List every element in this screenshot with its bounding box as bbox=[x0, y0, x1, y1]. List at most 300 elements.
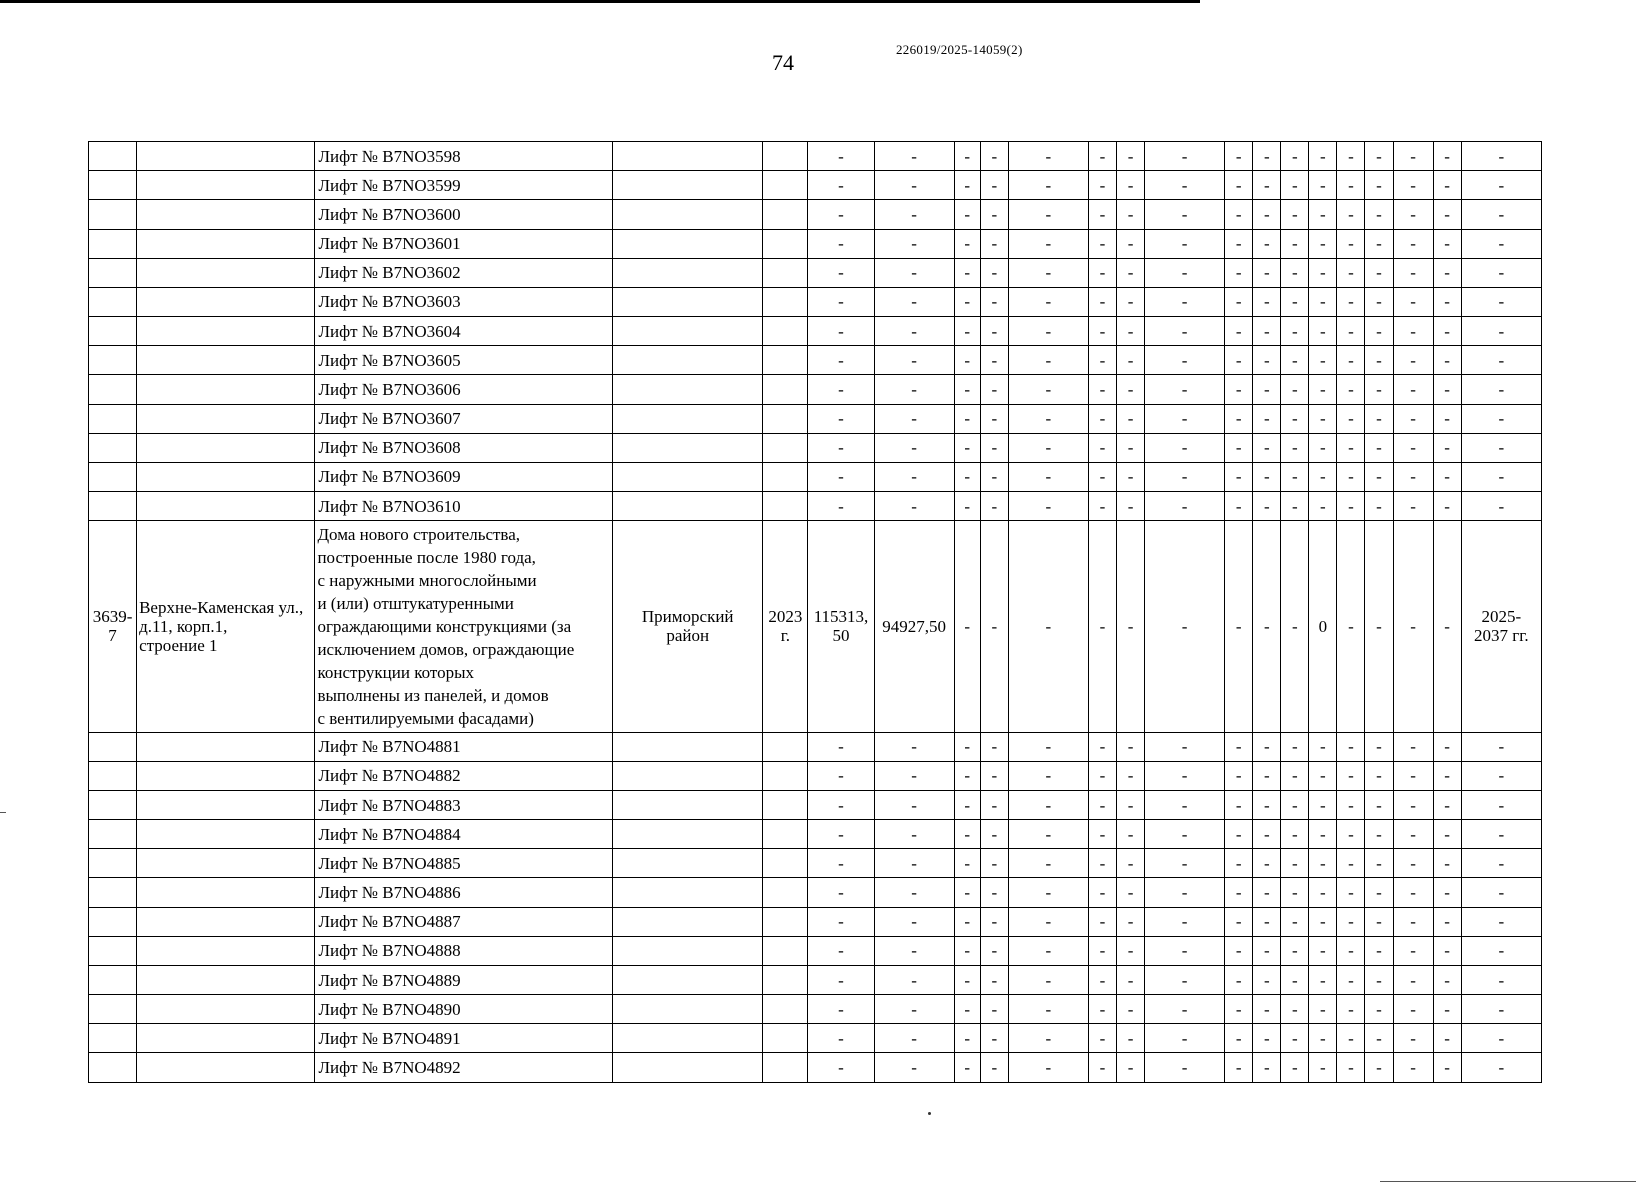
value-cell: - bbox=[1225, 965, 1253, 994]
value-cell: - bbox=[1337, 404, 1365, 433]
value-cell: - bbox=[1433, 287, 1461, 316]
value-cell: - bbox=[1225, 790, 1253, 819]
value-cell: - bbox=[1088, 200, 1116, 229]
value-cell: - bbox=[1145, 761, 1225, 790]
year-cell: 2023 г. bbox=[763, 521, 808, 732]
value-cell: - bbox=[980, 171, 1008, 200]
lift-name-cell: Лифт № В7NO3607 bbox=[315, 404, 613, 433]
value-cell: - bbox=[1337, 732, 1365, 761]
year-cell bbox=[763, 229, 808, 258]
address-cell bbox=[137, 732, 315, 761]
value-cell: - bbox=[1145, 1053, 1225, 1083]
scan-top-border bbox=[0, 0, 1200, 3]
year-cell bbox=[763, 965, 808, 994]
value-cell: - bbox=[1433, 462, 1461, 491]
value-cell: - bbox=[1088, 732, 1116, 761]
value-cell: - bbox=[1088, 287, 1116, 316]
value-cell: - bbox=[980, 317, 1008, 346]
value-cell: - bbox=[1393, 404, 1433, 433]
value-cell: - bbox=[1365, 433, 1393, 462]
value-cell: - bbox=[1393, 142, 1433, 171]
value-cell: - bbox=[1088, 907, 1116, 936]
table-row bbox=[89, 462, 1542, 491]
value-cell: - bbox=[1225, 521, 1253, 732]
value-cell: - bbox=[1225, 995, 1253, 1024]
value-cell: - bbox=[980, 433, 1008, 462]
value-cell: - bbox=[874, 287, 954, 316]
table-row bbox=[89, 521, 1542, 732]
lift-name-cell: Лифт № В7NO3605 bbox=[315, 346, 613, 375]
value-cell: - bbox=[1461, 462, 1541, 491]
value-cell: - bbox=[1365, 1053, 1393, 1083]
table-row bbox=[89, 732, 1542, 761]
value-cell: - bbox=[808, 936, 874, 965]
value-cell: - bbox=[1309, 1024, 1337, 1053]
value-cell: - bbox=[1393, 521, 1433, 732]
address-cell bbox=[137, 1024, 315, 1053]
value-cell: - bbox=[1008, 1053, 1088, 1083]
table-row bbox=[89, 820, 1542, 849]
value-cell: - bbox=[874, 200, 954, 229]
value-cell: - bbox=[954, 965, 980, 994]
value-cell: - bbox=[874, 433, 954, 462]
value-cell: - bbox=[1365, 936, 1393, 965]
value-cell: - bbox=[1008, 521, 1088, 732]
table-row bbox=[89, 1053, 1542, 1083]
year-cell bbox=[763, 258, 808, 287]
address-cell bbox=[137, 1053, 315, 1083]
value-cell: - bbox=[808, 849, 874, 878]
table-row bbox=[89, 346, 1542, 375]
living-area-cell: 94927,50 bbox=[874, 521, 954, 732]
value-cell: - bbox=[808, 462, 874, 491]
value-cell: - bbox=[1253, 849, 1281, 878]
value-cell: - bbox=[1365, 492, 1393, 521]
value-cell: - bbox=[1253, 346, 1281, 375]
value-cell: - bbox=[1337, 1053, 1365, 1083]
value-cell: - bbox=[1088, 936, 1116, 965]
address-cell bbox=[137, 317, 315, 346]
value-cell: - bbox=[1461, 492, 1541, 521]
value-cell: - bbox=[1088, 492, 1116, 521]
page-number: 74 bbox=[772, 50, 794, 75]
value-cell: - bbox=[1337, 790, 1365, 819]
value-cell: - bbox=[1088, 761, 1116, 790]
lift-name-cell: Лифт № В7NO4892 bbox=[315, 1053, 613, 1083]
value-cell: - bbox=[954, 258, 980, 287]
value-cell: - bbox=[1337, 1024, 1365, 1053]
district-cell bbox=[613, 258, 763, 287]
value-cell: - bbox=[874, 820, 954, 849]
value-cell: - bbox=[1461, 849, 1541, 878]
number-cell bbox=[89, 1053, 137, 1083]
value-cell: - bbox=[1393, 317, 1433, 346]
value-cell: - bbox=[1145, 492, 1225, 521]
value-cell: - bbox=[1365, 1024, 1393, 1053]
value-cell: - bbox=[1337, 317, 1365, 346]
value-cell: - bbox=[1088, 1024, 1116, 1053]
value-cell: - bbox=[1309, 761, 1337, 790]
address-cell bbox=[137, 965, 315, 994]
value-cell: - bbox=[1088, 142, 1116, 171]
value-cell: - bbox=[980, 907, 1008, 936]
value-cell: - bbox=[1393, 761, 1433, 790]
value-cell: - bbox=[1225, 229, 1253, 258]
value-cell: - bbox=[1281, 907, 1309, 936]
address-cell bbox=[137, 820, 315, 849]
value-cell: - bbox=[808, 995, 874, 1024]
value-cell: - bbox=[1253, 142, 1281, 171]
value-cell: - bbox=[1365, 404, 1393, 433]
value-cell: - bbox=[1145, 936, 1225, 965]
value-cell: - bbox=[1281, 229, 1309, 258]
district-cell bbox=[613, 200, 763, 229]
value-cell: - bbox=[1253, 200, 1281, 229]
value-cell: - bbox=[1281, 1053, 1309, 1083]
value-cell: - bbox=[874, 317, 954, 346]
value-cell: - bbox=[1225, 732, 1253, 761]
lift-name-cell: Лифт № В7NO4889 bbox=[315, 965, 613, 994]
value-cell: - bbox=[980, 1053, 1008, 1083]
value-cell: - bbox=[1088, 462, 1116, 491]
value-cell: - bbox=[1088, 820, 1116, 849]
value-cell: - bbox=[1309, 142, 1337, 171]
value-cell: - bbox=[1253, 878, 1281, 907]
value-cell: - bbox=[1365, 229, 1393, 258]
value-cell: - bbox=[1309, 375, 1337, 404]
value-cell: - bbox=[954, 1053, 980, 1083]
value-cell: - bbox=[1145, 462, 1225, 491]
value-cell: - bbox=[1461, 907, 1541, 936]
value-cell: - bbox=[874, 346, 954, 375]
value-cell: - bbox=[980, 521, 1008, 732]
value-cell: - bbox=[1337, 878, 1365, 907]
value-cell: - bbox=[1117, 404, 1145, 433]
value-cell: - bbox=[808, 433, 874, 462]
value-cell: - bbox=[1393, 965, 1433, 994]
value-cell: - bbox=[1365, 200, 1393, 229]
lift-name-cell: Лифт № В7NO3604 bbox=[315, 317, 613, 346]
value-cell: - bbox=[1117, 1053, 1145, 1083]
value-cell: - bbox=[954, 1024, 980, 1053]
value-cell: - bbox=[980, 1024, 1008, 1053]
number-cell bbox=[89, 995, 137, 1024]
table-row bbox=[89, 1024, 1542, 1053]
value-cell: - bbox=[1281, 492, 1309, 521]
number-cell bbox=[89, 433, 137, 462]
value-cell: - bbox=[1281, 849, 1309, 878]
value-cell: - bbox=[1225, 317, 1253, 346]
value-cell: - bbox=[1225, 1024, 1253, 1053]
value-cell: - bbox=[1393, 995, 1433, 1024]
value-cell: - bbox=[1281, 171, 1309, 200]
number-cell bbox=[89, 229, 137, 258]
value-cell: - bbox=[1433, 433, 1461, 462]
value-cell: - bbox=[1433, 1024, 1461, 1053]
value-cell: - bbox=[1461, 878, 1541, 907]
value-cell: - bbox=[1117, 820, 1145, 849]
value-cell: - bbox=[874, 936, 954, 965]
description-cell: Дома нового строительства, построенные после 1980 года, с наружными многослойными и (или) отштукатуренными ограждающими конструкциями (за исключением домов, ограждающие конструкции которых выполнены из панелей, и домов с вентилируемыми фасадами) bbox=[315, 521, 613, 732]
value-cell: - bbox=[1365, 258, 1393, 287]
value-cell: - bbox=[1461, 732, 1541, 761]
value-cell: - bbox=[1433, 404, 1461, 433]
value-cell: - bbox=[1225, 492, 1253, 521]
year-cell bbox=[763, 171, 808, 200]
value-cell: - bbox=[1225, 820, 1253, 849]
value-cell: - bbox=[1309, 317, 1337, 346]
value-cell: - bbox=[1337, 907, 1365, 936]
district-cell bbox=[613, 790, 763, 819]
number-cell bbox=[89, 375, 137, 404]
value-cell: - bbox=[1337, 287, 1365, 316]
value-cell: - bbox=[1393, 1024, 1433, 1053]
number-cell bbox=[89, 258, 137, 287]
lift-name-cell: Лифт № В7NO4887 bbox=[315, 907, 613, 936]
value-cell: - bbox=[1309, 433, 1337, 462]
value-cell: - bbox=[1461, 1053, 1541, 1083]
value-cell: - bbox=[874, 849, 954, 878]
table-row bbox=[89, 258, 1542, 287]
value-cell: - bbox=[1461, 287, 1541, 316]
value-cell: - bbox=[1433, 521, 1461, 732]
address-cell bbox=[137, 229, 315, 258]
value-cell: - bbox=[1393, 492, 1433, 521]
value-cell: - bbox=[874, 907, 954, 936]
year-cell bbox=[763, 732, 808, 761]
value-cell: - bbox=[1008, 936, 1088, 965]
table-row bbox=[89, 142, 1542, 171]
value-cell: - bbox=[980, 404, 1008, 433]
value-cell: - bbox=[1088, 878, 1116, 907]
value-cell: - bbox=[1117, 317, 1145, 346]
table-row bbox=[89, 965, 1542, 994]
value-cell: - bbox=[1008, 492, 1088, 521]
value-cell: - bbox=[1008, 287, 1088, 316]
table-row bbox=[89, 433, 1542, 462]
value-cell: - bbox=[1117, 287, 1145, 316]
value-cell: - bbox=[1337, 761, 1365, 790]
table-row bbox=[89, 849, 1542, 878]
lift-name-cell: Лифт № В7NO3603 bbox=[315, 287, 613, 316]
value-cell: - bbox=[1365, 462, 1393, 491]
year-cell bbox=[763, 936, 808, 965]
district-cell bbox=[613, 287, 763, 316]
number-cell bbox=[89, 200, 137, 229]
value-cell: - bbox=[954, 404, 980, 433]
scan-edge-mark bbox=[1380, 1181, 1636, 1182]
value-cell: - bbox=[1309, 965, 1337, 994]
value-cell: - bbox=[1281, 995, 1309, 1024]
district-cell bbox=[613, 761, 763, 790]
value-cell: - bbox=[980, 790, 1008, 819]
value-cell: - bbox=[808, 346, 874, 375]
value-cell: - bbox=[1145, 317, 1225, 346]
value-cell: - bbox=[1253, 433, 1281, 462]
value-cell: - bbox=[1281, 375, 1309, 404]
value-cell: - bbox=[1145, 258, 1225, 287]
value-cell: - bbox=[1253, 732, 1281, 761]
value-cell: - bbox=[808, 258, 874, 287]
district-cell bbox=[613, 995, 763, 1024]
number-cell bbox=[89, 849, 137, 878]
value-cell: - bbox=[1309, 907, 1337, 936]
value-cell: - bbox=[1008, 200, 1088, 229]
district-cell bbox=[613, 732, 763, 761]
value-cell: - bbox=[1393, 732, 1433, 761]
value-cell: - bbox=[1365, 995, 1393, 1024]
year-cell bbox=[763, 492, 808, 521]
year-cell bbox=[763, 878, 808, 907]
year-cell bbox=[763, 142, 808, 171]
value-cell: - bbox=[1117, 995, 1145, 1024]
value-cell: - bbox=[1225, 375, 1253, 404]
district-cell bbox=[613, 404, 763, 433]
district-cell bbox=[613, 820, 763, 849]
value-cell: - bbox=[1145, 375, 1225, 404]
value-cell: - bbox=[1365, 907, 1393, 936]
value-cell: - bbox=[1253, 171, 1281, 200]
value-cell: - bbox=[1393, 820, 1433, 849]
value-cell: - bbox=[980, 200, 1008, 229]
value-cell: - bbox=[1337, 462, 1365, 491]
value-cell: - bbox=[1461, 995, 1541, 1024]
value-cell: - bbox=[1281, 936, 1309, 965]
value-cell: - bbox=[1365, 878, 1393, 907]
value-cell: - bbox=[1225, 462, 1253, 491]
value-cell: - bbox=[1145, 346, 1225, 375]
value-cell: - bbox=[1393, 229, 1433, 258]
value-cell: - bbox=[1145, 521, 1225, 732]
lift-name-cell: Лифт № В7NO4891 bbox=[315, 1024, 613, 1053]
value-cell: - bbox=[1461, 317, 1541, 346]
district-cell bbox=[613, 878, 763, 907]
value-cell: - bbox=[1433, 1053, 1461, 1083]
value-cell: - bbox=[1117, 1024, 1145, 1053]
value-cell: - bbox=[1117, 200, 1145, 229]
value-cell: - bbox=[1461, 200, 1541, 229]
value-cell: - bbox=[1117, 790, 1145, 819]
number-cell bbox=[89, 346, 137, 375]
district-cell: Приморский район bbox=[613, 521, 763, 732]
value-cell: - bbox=[1309, 346, 1337, 375]
value-cell: - bbox=[1117, 171, 1145, 200]
district-cell bbox=[613, 346, 763, 375]
value-cell: - bbox=[954, 229, 980, 258]
number-cell bbox=[89, 317, 137, 346]
value-cell: - bbox=[1281, 258, 1309, 287]
value-cell: - bbox=[1337, 965, 1365, 994]
value-cell: - bbox=[808, 907, 874, 936]
value-cell: - bbox=[980, 258, 1008, 287]
scan-speck bbox=[928, 1112, 931, 1115]
value-cell: - bbox=[1365, 820, 1393, 849]
address-cell bbox=[137, 142, 315, 171]
value-cell: - bbox=[1281, 732, 1309, 761]
value-cell: - bbox=[874, 492, 954, 521]
district-cell bbox=[613, 936, 763, 965]
value-cell: - bbox=[1337, 521, 1365, 732]
address-cell bbox=[137, 287, 315, 316]
value-cell: - bbox=[1145, 287, 1225, 316]
document-id: 226019/2025-14059(2) bbox=[896, 42, 1023, 57]
value-cell: - bbox=[1225, 1053, 1253, 1083]
value-cell: - bbox=[1337, 433, 1365, 462]
value-cell: - bbox=[1008, 849, 1088, 878]
value-cell: - bbox=[808, 171, 874, 200]
address-cell bbox=[137, 878, 315, 907]
address-cell bbox=[137, 849, 315, 878]
value-cell: - bbox=[1365, 521, 1393, 732]
value-cell: - bbox=[1281, 317, 1309, 346]
value-cell: - bbox=[874, 878, 954, 907]
number-cell bbox=[89, 404, 137, 433]
value-cell: - bbox=[1337, 171, 1365, 200]
value-cell: - bbox=[1253, 404, 1281, 433]
district-cell bbox=[613, 492, 763, 521]
district-cell bbox=[613, 229, 763, 258]
value-cell: - bbox=[1461, 375, 1541, 404]
value-cell: - bbox=[1309, 820, 1337, 849]
value-cell: - bbox=[1145, 878, 1225, 907]
value-cell: - bbox=[1365, 732, 1393, 761]
value-cell: - bbox=[980, 287, 1008, 316]
value-cell: - bbox=[1309, 732, 1337, 761]
value-cell: - bbox=[808, 1024, 874, 1053]
value-cell: - bbox=[980, 849, 1008, 878]
address-cell bbox=[137, 907, 315, 936]
year-cell bbox=[763, 200, 808, 229]
value-cell: - bbox=[954, 317, 980, 346]
value-cell: - bbox=[1337, 849, 1365, 878]
year-cell bbox=[763, 404, 808, 433]
value-cell: - bbox=[808, 790, 874, 819]
value-cell: - bbox=[1225, 346, 1253, 375]
value-cell: - bbox=[954, 171, 980, 200]
number-cell bbox=[89, 907, 137, 936]
table-row bbox=[89, 200, 1542, 229]
district-cell bbox=[613, 171, 763, 200]
table-row bbox=[89, 287, 1542, 316]
value-cell: - bbox=[1309, 878, 1337, 907]
value-cell: - bbox=[1008, 433, 1088, 462]
number-cell bbox=[89, 1024, 137, 1053]
value-cell: - bbox=[1309, 1053, 1337, 1083]
value-cell: - bbox=[1145, 790, 1225, 819]
value-cell: - bbox=[1281, 878, 1309, 907]
value-cell: - bbox=[874, 142, 954, 171]
value-cell: - bbox=[1365, 790, 1393, 819]
value-cell: - bbox=[954, 433, 980, 462]
value-cell: - bbox=[1433, 849, 1461, 878]
value-cell: - bbox=[1433, 820, 1461, 849]
table-row bbox=[89, 790, 1542, 819]
value-cell: - bbox=[1008, 404, 1088, 433]
value-cell: - bbox=[874, 375, 954, 404]
district-cell bbox=[613, 375, 763, 404]
scan-edge-mark bbox=[0, 812, 6, 813]
value-cell: - bbox=[1253, 492, 1281, 521]
district-cell bbox=[613, 433, 763, 462]
value-cell: - bbox=[1281, 1024, 1309, 1053]
lift-name-cell: Лифт № В7NO3608 bbox=[315, 433, 613, 462]
address-cell bbox=[137, 936, 315, 965]
value-cell: - bbox=[1008, 995, 1088, 1024]
value-cell: - bbox=[1365, 287, 1393, 316]
value-cell: - bbox=[1117, 732, 1145, 761]
value-cell: - bbox=[1337, 936, 1365, 965]
value-cell: - bbox=[980, 965, 1008, 994]
